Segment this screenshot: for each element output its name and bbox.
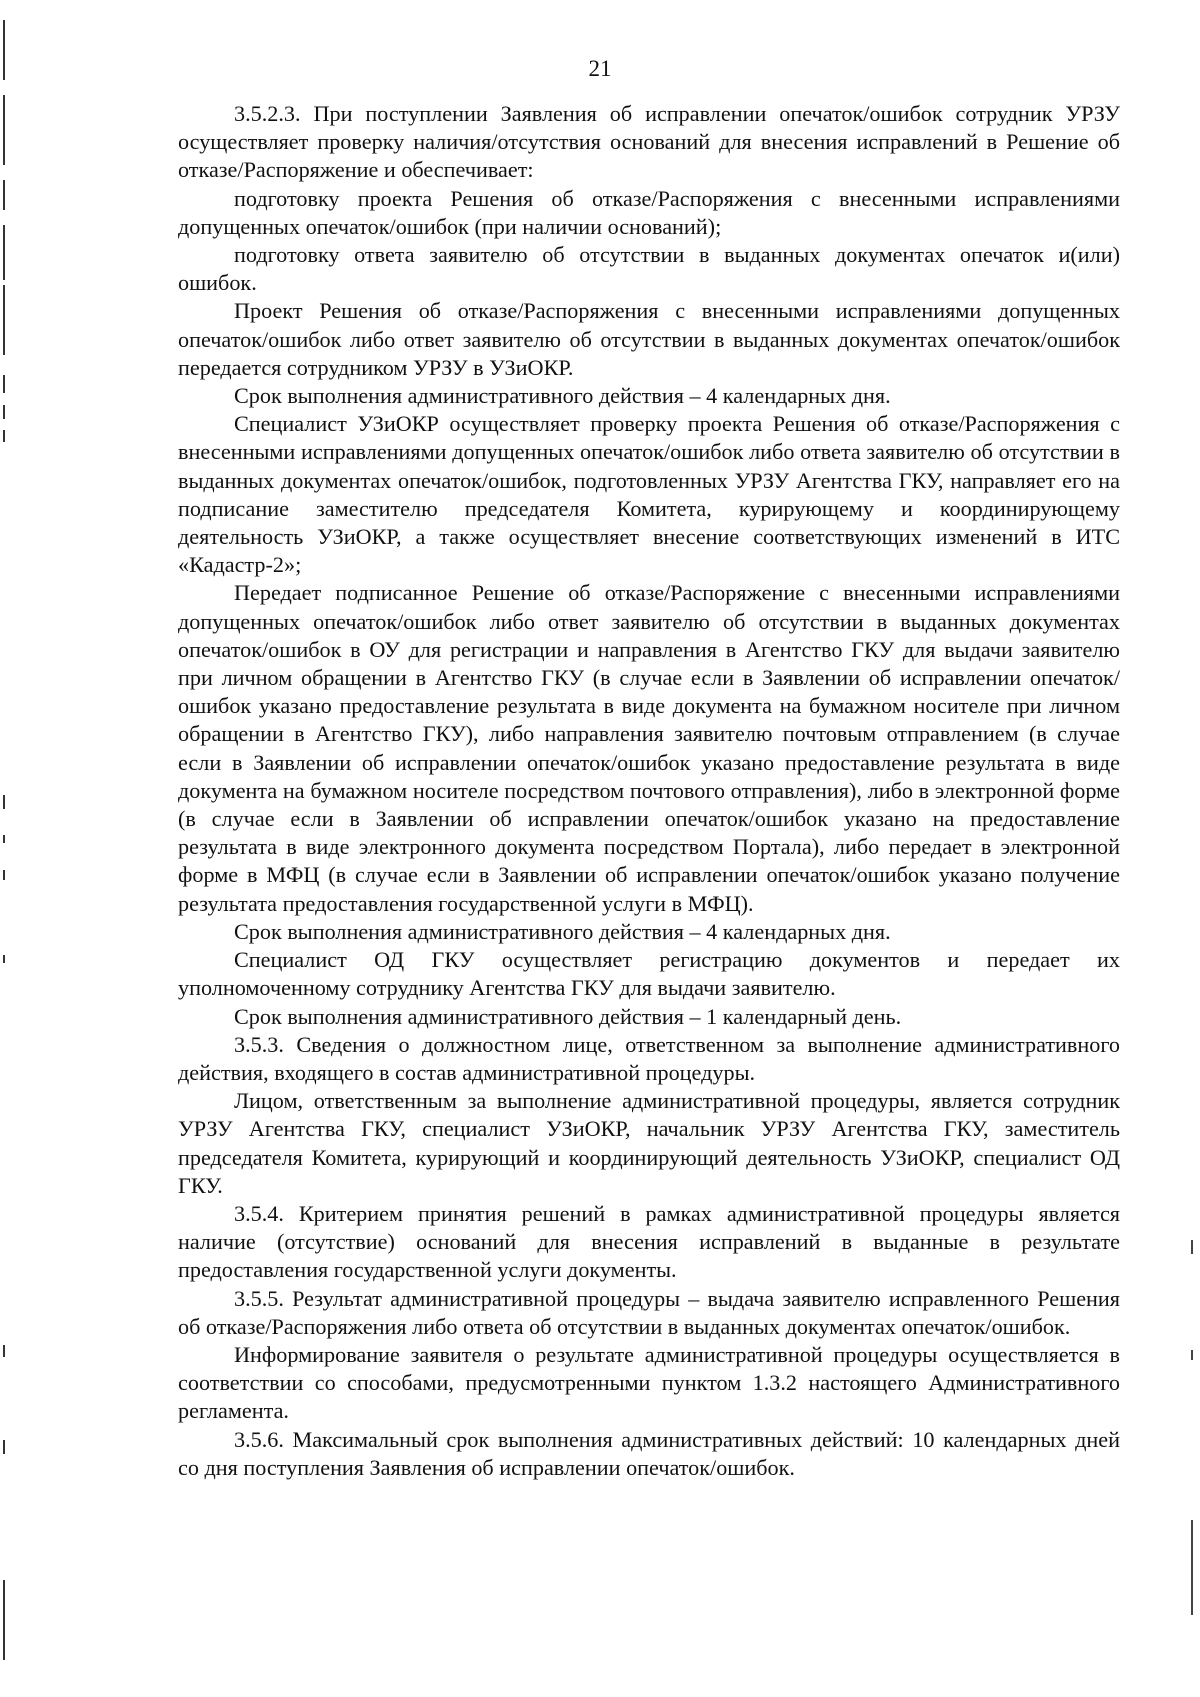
paragraph-term-4-days-second: Срок выполнения административного действия – 4 календарных дня. bbox=[234, 918, 891, 944]
document-body bbox=[178, 100, 1120, 1482]
scan-edge-right bbox=[1191, 0, 1194, 1697]
paragraph-registration: Специалист ОД ГКУ осуществляет регистрацию документов и передает их уполномоченному сотруднику Агентства ГКУ для выдачи заявителю. bbox=[178, 947, 1120, 1001]
paragraph-3-5-6: 3.5.6. Максимальный срок выполнения административных действий: 10 календарных дней со дня поступления Заявления об исправлении опечаток/ошибок. bbox=[178, 1426, 1120, 1480]
paragraph-term-4-days: Срок выполнения административного действия – 4 календарных дня. bbox=[234, 383, 891, 409]
paragraph-3-5-4: 3.5.4. Критерием принятия решений в рамках административной процедуры является наличие (отсутствие) оснований для внесения исправлений в выданные в результате предоставления государственной услуги документы. bbox=[178, 1200, 1120, 1283]
scan-edge-left bbox=[3, 0, 6, 1697]
paragraph-informing: Информирование заявителя о результате административной процедуры осуществляется в соответствии со способами, предусмотренными пунктом 1.3.2 настоящего Административного регламента. bbox=[178, 1341, 1120, 1424]
paragraph-3-5-2-3: 3.5.2.3. При поступлении Заявления об исправлении опечаток/ошибок сотрудник УРЗУ осуществляет проверку наличия/отсутствия оснований для внесения исправлений в Решение об отказе/Распоряжение и обеспечивает: bbox=[178, 101, 1120, 183]
paragraph-transfer-signed: Передает подписанное Решение об отказе/Распоряжение с внесенными исправлениями допущенных опечаток/ошибок либо ответ заявителю об отсутствии в выданных документах опечаток/ошибок в ОУ для регистрации и направления в Агентство ГКУ для выдачи заявителю при личном обращении в Агентство ГКУ (в случае если в Заявлении об исправлении опечаток/ошибок указано предоставление результата в виде документа на бумажном носителе при личном обращении в Агентство ГКУ), либо направления заявителю почтовым отправлением (в случае если в Заявлении об исправлении опечаток/ошибок указано предоставление результата в виде документа на бумажном носителе посредством почтового отправления), либо в электронной форме (в случае если в Заявлении об исправлении опечаток/ошибок указано на предоставление результата в виде электронного документа посредством Портала), либо передает в электронной форме в МФЦ (в случае если в Заявлении об исправлении опечаток/ошибок указано получение результата предоставления государственной услуги в МФЦ). bbox=[178, 580, 1120, 916]
paragraph-answer-preparation: подготовку ответа заявителю об отсутствии в выданных документах опечаток и(или) ошибок. bbox=[178, 242, 1120, 296]
page-number: 21 bbox=[588, 56, 612, 81]
paragraph-responsible-persons: Лицом, ответственным за выполнение административной процедуры, является сотрудник УРЗУ Агентства ГКУ, специалист УЗиОКР, начальник УРЗУ Агентства ГКУ, заместитель председателя Комитета, курирующий и координирующий деятельность УЗиОКР, специалист ОД ГКУ. bbox=[178, 1088, 1120, 1198]
paragraph-draft-preparation: подготовку проекта Решения об отказе/Распоряжения с внесенными исправлениями допущенных опечаток/ошибок (при наличии оснований); bbox=[178, 185, 1120, 239]
paragraph-3-5-5: 3.5.5. Результат административной процедуры – выдача заявителю исправленного Решения об отказе/Распоряжения либо ответа об отсутствии в выданных документах опечаток/ошибок. bbox=[178, 1285, 1120, 1339]
paragraph-specialist-check: Специалист УЗиОКР осуществляет проверку проекта Решения об отказе/Распоряжения с внесенными исправлениями допущенных опечаток/ошибок либо ответа заявителю об отсутствии в выданных документах опечаток/ошибок, подготовленных УРЗУ Агентства ГКУ, направляет его на подписание заместителю председателя Комитета, курирующему и координирующему деятельность УЗиОКР, а также осуществляет внесение соответствующих изменений в ИТС «Кадастр-2»; bbox=[178, 411, 1120, 578]
paragraph-3-5-3: 3.5.3. Сведения о должностном лице, ответственном за выполнение административного действия, входящего в состав административной процедуры. bbox=[178, 1031, 1120, 1085]
paragraph-draft-transfer: Проект Решения об отказе/Распоряжения с внесенными исправлениями допущенных опечаток/ошибок либо ответ заявителю об отсутствии в выданных документах опечаток/ошибок передается сотрудником УРЗУ в УЗиОКР. bbox=[178, 298, 1120, 380]
paragraph-term-1-day: Срок выполнения административного действия – 1 календарный день. bbox=[234, 1003, 902, 1029]
